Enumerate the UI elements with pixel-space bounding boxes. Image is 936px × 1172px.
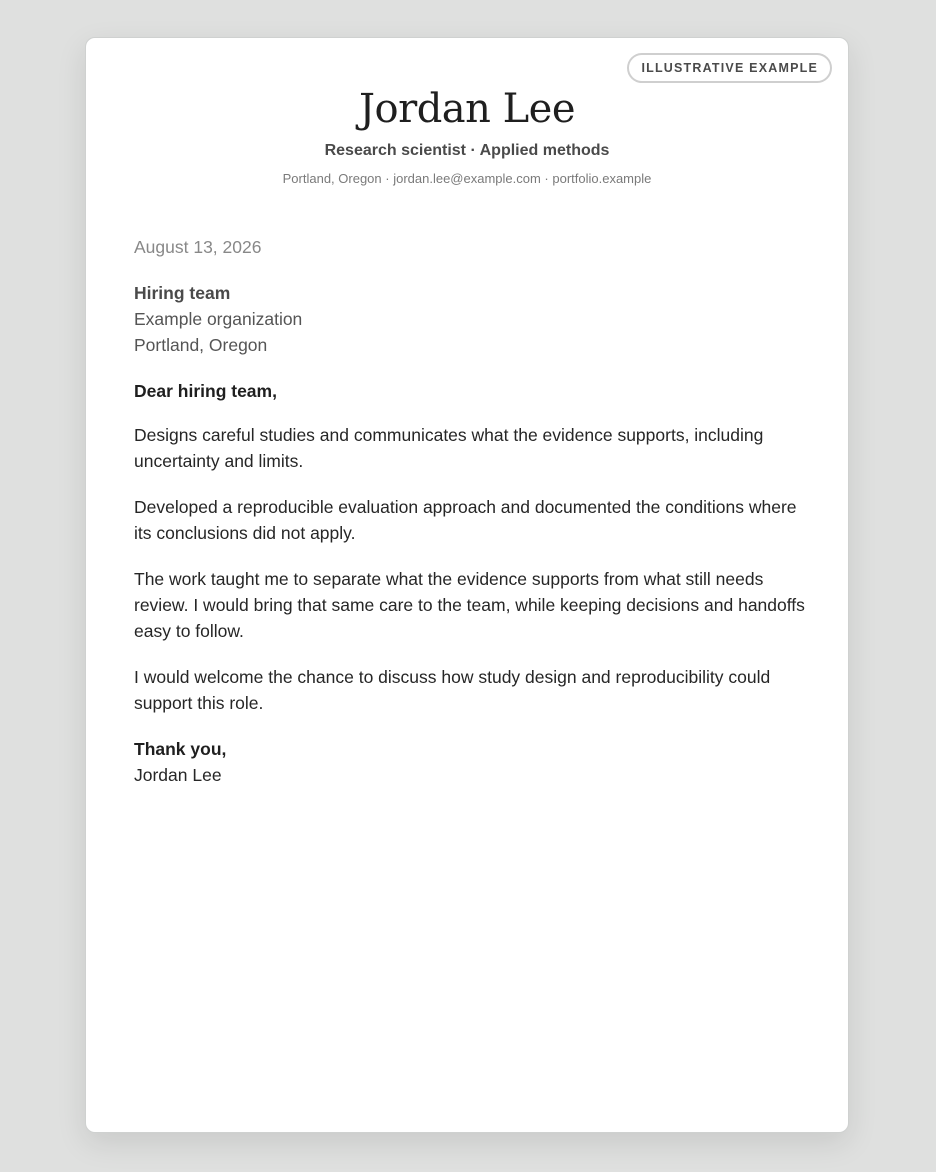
signature-name: Jordan Lee [134, 765, 222, 785]
paragraph: Developed a reproducible evaluation approach and documented the conditions where its conclusions did not apply. [134, 497, 797, 543]
salutation: Dear hiring team, [134, 381, 277, 401]
paragraph: The work taught me to separate what the evidence supports from what still needs review. I would bring that same care to the team, while keeping decisions and handoffs easy to follow. [134, 569, 805, 641]
paragraph: Designs careful studies and communicates what the evidence supports, including uncertainty and limits. [134, 425, 764, 471]
recipient-location: Portland, Oregon [134, 335, 268, 355]
letter-date: August 13, 2026 [134, 237, 262, 257]
letter-body [134, 234, 806, 788]
letter-page [85, 37, 849, 1133]
recipient-block [134, 280, 806, 358]
paragraph: I would welcome the chance to discuss how study design and reproducibility could support this role. [134, 667, 771, 713]
letter-header [86, 81, 848, 188]
closing: Thank you, [134, 739, 227, 759]
recipient-organization: Example organization [134, 309, 303, 329]
sender-name: Jordan Lee [358, 86, 576, 132]
recipient-name: Hiring team [134, 283, 231, 303]
sender-role: Research scientist · Applied methods [324, 142, 610, 159]
sender-contact: Portland, Oregon · jordan.lee@example.com · portfolio.example [282, 171, 652, 186]
illustrative-example-badge: ILLUSTRATIVE EXAMPLE [627, 53, 832, 83]
